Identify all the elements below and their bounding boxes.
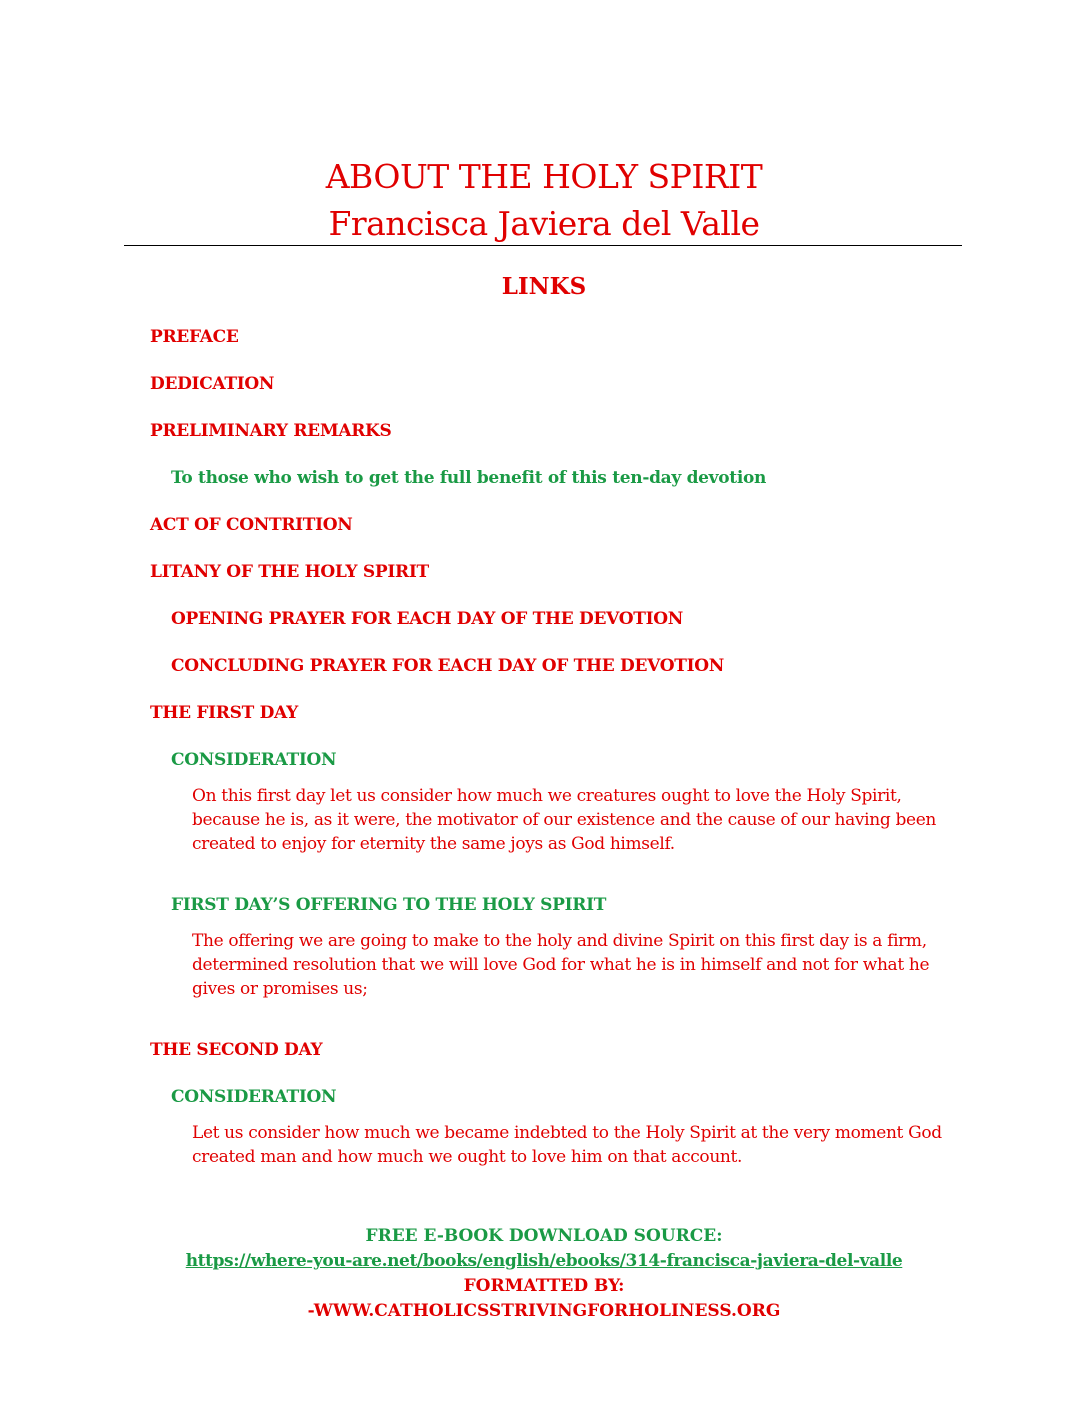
toc-link-concluding-prayer[interactable]: CONCLUDING PRAYER FOR EACH DAY OF THE DEVOTION <box>171 656 724 676</box>
footer-source-link[interactable]: https://where-you-are.net/books/english/ebooks/314-francisca-javiera-del-valle <box>185 1251 903 1271</box>
toc-link-preliminary-remarks[interactable]: PRELIMINARY REMARKS <box>150 421 392 441</box>
first-day-consideration-text: On this first day let us consider how much we creatures ought to love the Holy Spirit, because he is, as it were, the motivator of our existence and the cause of our having been created to enjoy for eternity the same joys as God himself. <box>192 786 937 854</box>
footer-formatted-label: FORMATTED BY: <box>463 1276 625 1296</box>
document-author: Francisca Javiera del Valle <box>328 204 760 243</box>
title-divider <box>124 245 962 246</box>
second-day-consideration-text: Let us consider how much we became indebted to the Holy Spirit at the very moment God created man and how much we ought to love him on that account. <box>192 1123 942 1167</box>
toc-link-first-day-consideration[interactable]: CONSIDERATION <box>171 750 337 770</box>
footer-source-label: FREE E-BOOK DOWNLOAD SOURCE: <box>365 1226 723 1246</box>
toc-link-opening-prayer[interactable]: OPENING PRAYER FOR EACH DAY OF THE DEVOTION <box>171 609 683 629</box>
footer-source-row <box>0 1250 1088 1272</box>
footer-formatted-site: -WWW.CATHOLICSSTRIVINGFORHOLINESS.ORG <box>307 1301 781 1321</box>
toc-link-first-day[interactable]: THE FIRST DAY <box>150 703 298 723</box>
toc-link-preliminary-subsection[interactable]: To those who wish to get the full benefit of this ten-day devotion <box>171 468 767 488</box>
document-title: ABOUT THE HOLY SPIRIT <box>325 157 763 196</box>
toc-link-second-day[interactable]: THE SECOND DAY <box>150 1040 323 1060</box>
toc-link-preface[interactable]: PREFACE <box>150 327 239 347</box>
toc-link-dedication[interactable]: DEDICATION <box>150 374 275 394</box>
links-heading: LINKS <box>501 273 587 300</box>
toc-link-litany[interactable]: LITANY OF THE HOLY SPIRIT <box>150 562 429 582</box>
toc-link-act-of-contrition[interactable]: ACT OF CONTRITION <box>150 515 353 535</box>
toc-link-second-day-consideration[interactable]: CONSIDERATION <box>171 1087 337 1107</box>
first-day-offering-text: The offering we are going to make to the holy and divine Spirit on this first day is a firm, determined resolution that we will love God for what he is in himself and not for what he gives or promises us; <box>192 931 930 999</box>
toc-link-first-day-offering[interactable]: FIRST DAY’S OFFERING TO THE HOLY SPIRIT <box>171 895 607 915</box>
